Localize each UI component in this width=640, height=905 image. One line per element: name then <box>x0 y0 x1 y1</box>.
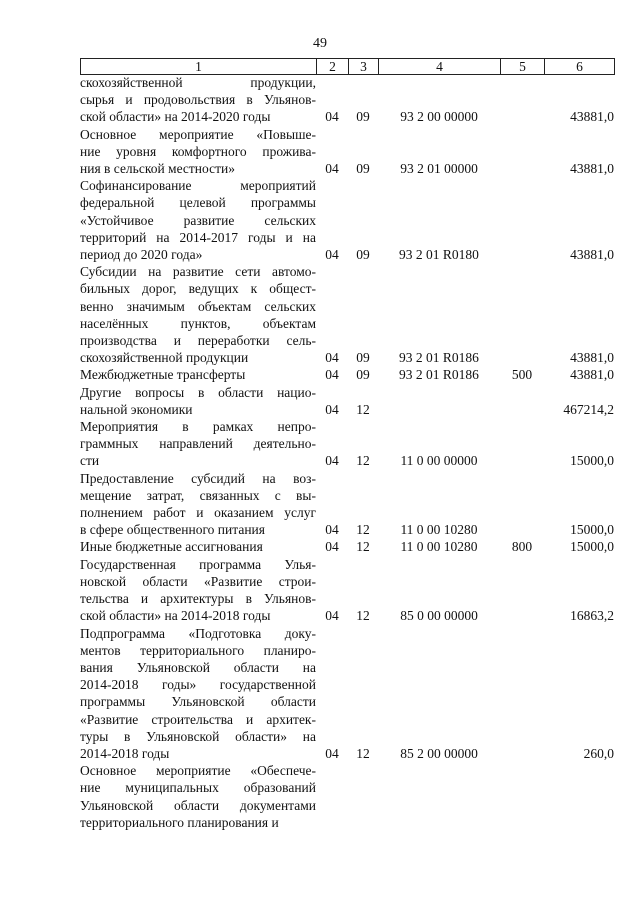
row-name <box>80 74 316 126</box>
row-name-line: Основное мероприятие «Повыше- <box>80 126 316 142</box>
row-name-line: новской области «Развитие строи- <box>80 573 316 589</box>
row-name-line: федеральной целевой программы <box>80 195 316 211</box>
row-name-line: Основное мероприятие «Обеспече- <box>80 763 316 779</box>
row-name-line: период до 2020 года» <box>80 247 203 263</box>
row-name-line: сти <box>80 453 100 469</box>
table-row <box>80 74 614 126</box>
row-name-line: в сфере общественного питания <box>80 522 265 538</box>
row-name-line: граммных направлений деятельно- <box>80 436 316 452</box>
amount: 43881,0 <box>570 367 614 383</box>
row-name-line: Подпрограмма «Подготовка доку- <box>80 625 316 641</box>
header-col-6: 6 <box>545 59 615 75</box>
row-name-line: территориального планирования и <box>80 814 279 830</box>
row-name-line: нальной экономики <box>80 401 193 417</box>
amount: 43881,0 <box>570 109 614 125</box>
subsection-code: 12 <box>356 745 370 761</box>
row-name-line: 2014-2018 годы <box>80 745 170 761</box>
row-name-line: Иные бюджетные ассигнования <box>80 539 263 555</box>
table-row <box>80 177 614 263</box>
row-name-line: ния в сельской местности» <box>80 161 235 177</box>
table-row <box>80 625 614 763</box>
row-name-line: ментов территориального планиро- <box>80 642 316 658</box>
amount: 15000,0 <box>570 453 614 469</box>
row-name <box>80 762 316 831</box>
amount: 16863,2 <box>570 608 614 624</box>
row-name <box>80 366 316 383</box>
section-code: 04 <box>325 367 339 383</box>
subsection-code: 09 <box>356 109 370 125</box>
row-name <box>80 418 316 470</box>
subsection-code: 12 <box>356 539 370 555</box>
section-code: 04 <box>325 453 339 469</box>
amount: 43881,0 <box>570 350 614 366</box>
row-name-line: программы Ульяновской области <box>80 694 316 710</box>
row-name-line: «Устойчивое развитие сельских <box>80 212 316 228</box>
subsection-code: 09 <box>356 350 370 366</box>
header-col-3: 3 <box>349 59 379 75</box>
section-code: 04 <box>325 539 339 555</box>
row-name-line: венно значимым объектам сельских <box>80 298 316 314</box>
header-col-5: 5 <box>501 59 545 75</box>
row-name-line: ской области» на 2014-2018 годы <box>80 608 271 624</box>
budget-table-body <box>80 74 614 831</box>
subsection-code: 09 <box>356 247 370 263</box>
table-row <box>80 263 614 366</box>
row-name-line: «Развитие строительства и архитек- <box>80 711 316 727</box>
section-code: 04 <box>325 109 339 125</box>
subsection-code: 12 <box>356 453 370 469</box>
row-name <box>80 625 316 763</box>
section-code: 04 <box>325 350 339 366</box>
target-article-code: 85 2 00 00000 <box>400 745 478 761</box>
row-name-line: туры в Ульяновской области» на <box>80 728 316 744</box>
row-name-line: Межбюджетные трансферты <box>80 367 246 383</box>
header-col-2: 2 <box>317 59 349 75</box>
row-name-line: Мероприятия в рамках непро- <box>80 419 316 435</box>
row-name-line: ской области» на 2014-2020 годы <box>80 109 271 125</box>
row-name <box>80 263 316 366</box>
amount: 15000,0 <box>570 539 614 555</box>
amount: 43881,0 <box>570 161 614 177</box>
row-name-line: Софинансирование мероприятий <box>80 178 316 194</box>
header-col-4: 4 <box>379 59 501 75</box>
target-article-code: 11 0 00 00000 <box>400 453 478 469</box>
subsection-code: 12 <box>356 608 370 624</box>
header-col-1: 1 <box>81 59 317 75</box>
row-name-line: Субсидии на развитие сети автомо- <box>80 264 316 280</box>
table-row <box>80 556 614 625</box>
amount: 43881,0 <box>570 247 614 263</box>
subsection-code: 09 <box>356 161 370 177</box>
target-article-code: 93 2 00 00000 <box>400 109 478 125</box>
row-name <box>80 126 316 178</box>
row-name <box>80 556 316 625</box>
row-name-line: скохозяйственной продукции, <box>80 75 316 90</box>
expense-type-code: 800 <box>511 539 533 555</box>
row-name <box>80 384 316 418</box>
column-header-row <box>80 58 615 75</box>
row-name <box>80 470 316 539</box>
row-name-line: ние уровня комфортного прожива- <box>80 143 316 159</box>
subsection-code: 12 <box>356 401 370 417</box>
section-code: 04 <box>325 161 339 177</box>
section-code: 04 <box>325 247 339 263</box>
row-name-line: ние муниципальных образований <box>80 780 316 796</box>
table-row <box>80 384 614 418</box>
row-name-line: сырья и продовольствия в Ульянов- <box>80 92 316 108</box>
row-name <box>80 177 316 263</box>
expense-type-code: 500 <box>511 367 533 383</box>
target-article-code: 85 0 00 00000 <box>400 608 478 624</box>
target-article-code: 11 0 00 10280 <box>400 522 478 538</box>
table-row <box>80 366 614 383</box>
row-name-line: территорий на 2014-2017 годы и на <box>80 229 316 245</box>
row-name-line: производства и переработки сель- <box>80 333 316 349</box>
target-article-code: 93 2 01 R0180 <box>399 247 479 263</box>
subsection-code: 12 <box>356 522 370 538</box>
section-code: 04 <box>325 745 339 761</box>
subsection-code: 09 <box>356 367 370 383</box>
table-row <box>80 126 614 178</box>
section-code: 04 <box>325 401 339 417</box>
section-code: 04 <box>325 608 339 624</box>
row-name <box>80 538 316 555</box>
target-article-code: 93 2 01 R0186 <box>399 350 479 366</box>
amount: 467214,2 <box>563 401 614 417</box>
row-name-line: Государственная программа Улья- <box>80 556 316 572</box>
target-article-code: 93 2 01 00000 <box>400 161 478 177</box>
table-row <box>80 762 614 831</box>
target-article-code: 11 0 00 10280 <box>400 539 478 555</box>
target-article-code: 93 2 01 R0186 <box>399 367 479 383</box>
row-name-line: Предоставление субсидий на воз- <box>80 470 316 486</box>
row-name-line: населённых пунктов, объектам <box>80 315 316 331</box>
row-name-line: скохозяйственной продукции <box>80 350 249 366</box>
section-code: 04 <box>325 522 339 538</box>
table-row <box>80 538 614 555</box>
amount: 15000,0 <box>570 522 614 538</box>
row-name-line: 2014-2018 годы» государственной <box>80 677 316 693</box>
row-name-line: полнением работ и оказанием услуг <box>80 505 316 521</box>
row-name-line: бильных дорог, ведущих к общест- <box>80 281 316 297</box>
row-name-line: Другие вопросы в области нацио- <box>80 384 316 400</box>
table-row <box>80 418 614 470</box>
page-number: 49 <box>313 36 327 51</box>
row-name-line: Ульяновской области документами <box>80 797 316 813</box>
row-name-line: мещение затрат, связанных с вы- <box>80 487 316 503</box>
table-row <box>80 470 614 539</box>
row-name-line: вания Ульяновской области на <box>80 659 316 675</box>
row-name-line: тельства и архитектуры в Ульянов- <box>80 591 316 607</box>
amount: 260,0 <box>583 745 614 761</box>
